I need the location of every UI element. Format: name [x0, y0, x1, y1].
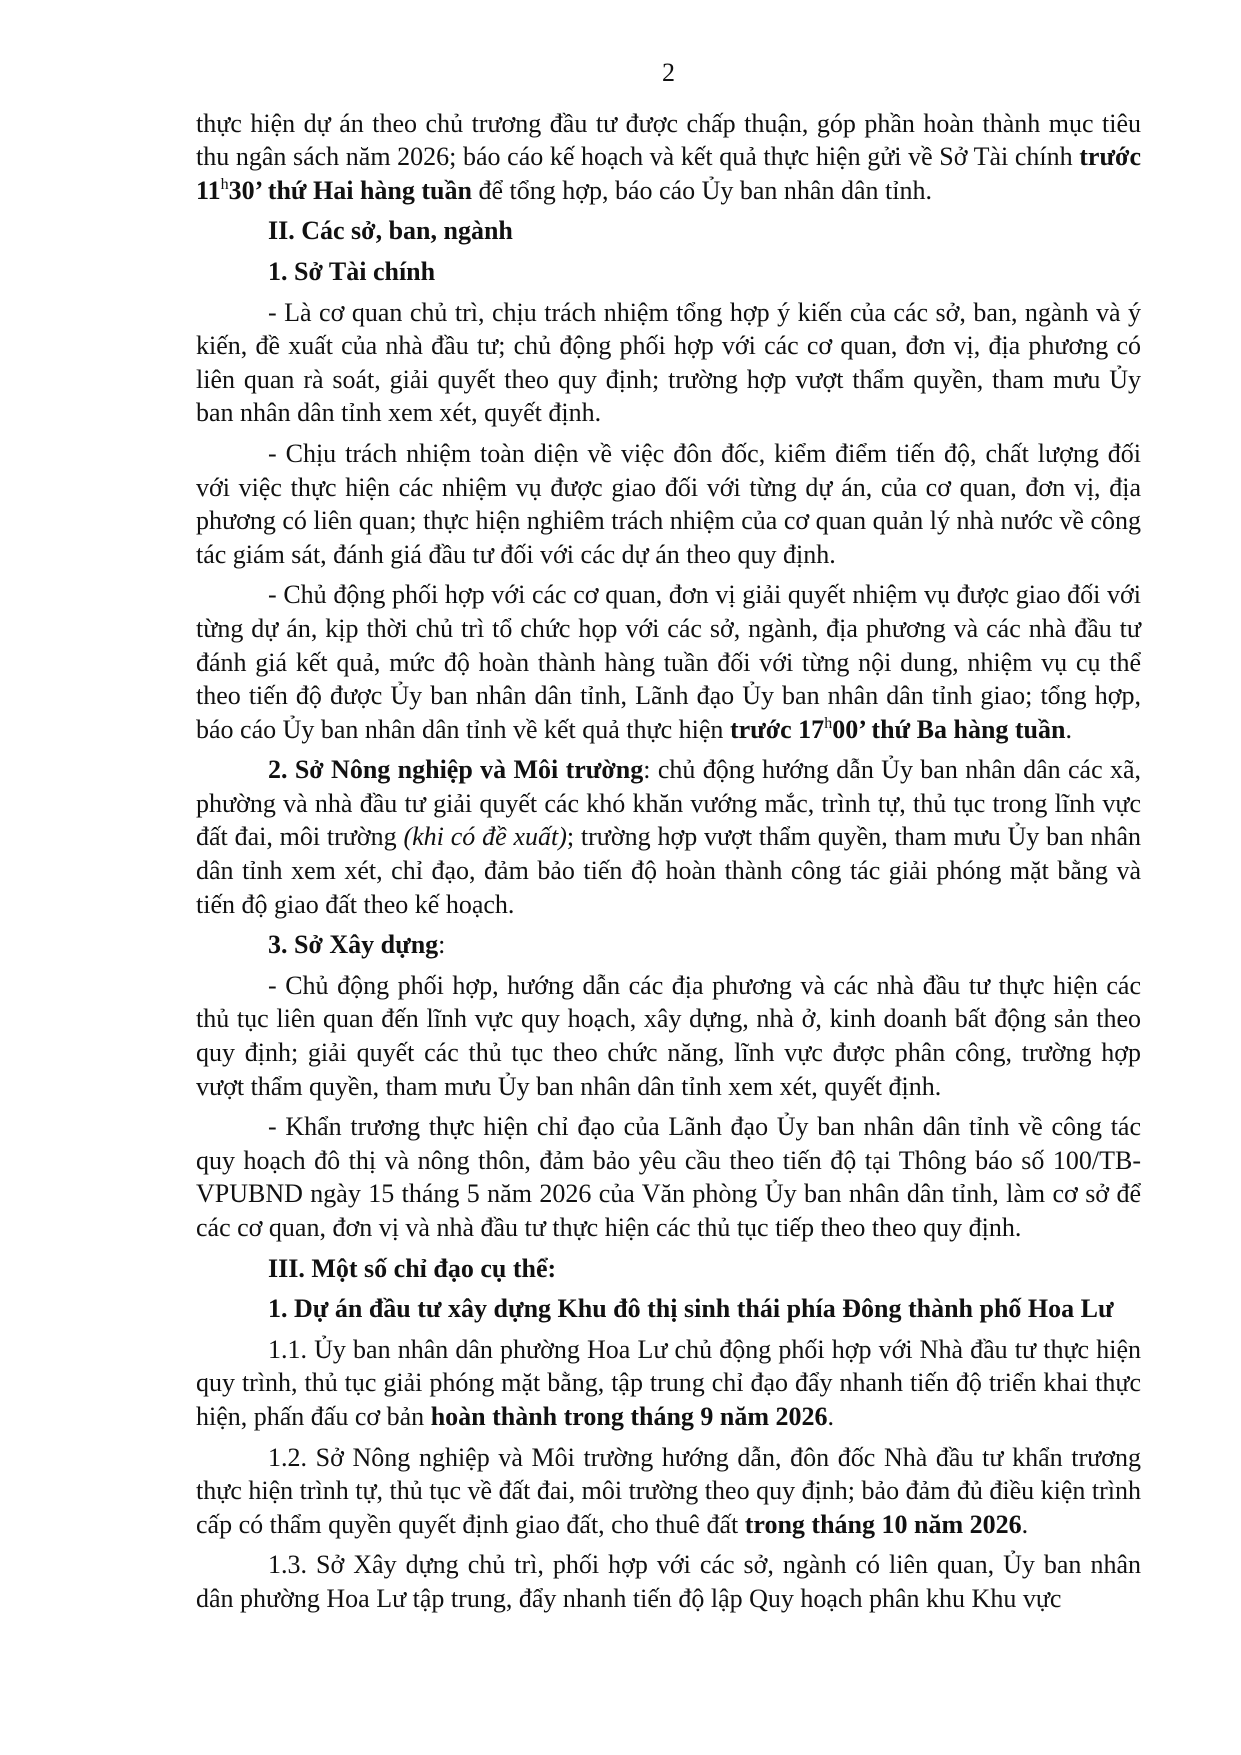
agriculture-dept-paragraph — [196, 753, 1141, 921]
intro-deadline-sup: h — [220, 175, 229, 193]
intro-paragraph — [196, 107, 1141, 208]
item-1-1-text-2: . — [827, 1401, 835, 1431]
intro-deadline-1: trước 11 — [196, 142, 1141, 205]
finance-dept-paragraph-2: - Chịu trách nhiệm toàn diện về việc đôn đốc, kiểm điểm tiến độ, chất lượng đối với việc thực hiện các nhiệm vụ được giao đối với từng dự án, của cơ quan, đơn vị, địa phương có liên quan; thực hiện nghiêm trách nhiệm của cơ quan quản lý nhà nước về công tác giám sát, đánh giá đầu tư đối với các dự án theo quy định. — [196, 438, 1141, 569]
finance-p3-deadline-2: 00’ thứ Ba hàng tuần — [832, 714, 1066, 744]
construction-dept-paragraph-1: - Chủ động phối hợp, hướng dẫn các địa phương và các nhà đầu tư thực hiện các thủ tục liên quan đến lĩnh vực quy hoạch, xây dựng, nhà ở, kinh doanh bất động sản theo quy định; giải quyết các thủ tục theo chức năng, lĩnh vực được phân công, trường hợp vượt thẩm quyền, tham mưu Ủy ban nhân dân tỉnh xem xét, quyết định. — [196, 970, 1141, 1101]
item-1-2-deadline: trong tháng 10 năm 2026 — [744, 1509, 1022, 1539]
intro-text-2: để tổng hợp, báo cáo Ủy ban nhân dân tỉnh. — [471, 175, 932, 205]
agriculture-text-2: ; trường hợp vượt thẩm quyền, tham mưu Ủy ban nhân dân tỉnh xem xét, chỉ đạo, đảm bảo tiến độ hoàn thành công tác giải phóng mặt bằng và tiến độ giao đất theo kế hoạch. — [196, 822, 1142, 919]
finance-p3-deadline-sup: h — [824, 714, 833, 732]
construction-dept-paragraph-2: - Khẩn trương thực hiện chỉ đạo của Lãnh đạo Ủy ban nhân dân tỉnh về công tác quy hoạch đô thị và nông thôn, đảm bảo yêu cầu theo tiến độ tại Thông báo số 100/TB-VPUBND ngày 15 tháng 5 năm 2026 của Văn phòng Ủy ban nhân dân tỉnh, làm cơ sở để các cơ quan, đơn vị và nhà đầu tư thực hiện các thủ tục tiếp theo theo quy định. — [196, 1112, 1141, 1242]
construction-dept-title: 3. Sở Xây dựng — [268, 930, 439, 960]
construction-dept-colon: : — [438, 930, 446, 960]
finance-p3-text-2: . — [1065, 714, 1072, 744]
agriculture-note: (khi có đề xuất) — [403, 822, 567, 852]
item-1-3-paragraph: 1.3. Sở Xây dựng chủ trì, phối hợp với các sở, ngành có liên quan, Ủy ban nhân dân phường Hoa Lư tập trung, đẩy nhanh tiến độ lập Quy hoạch phân khu Khu vực — [196, 1550, 1141, 1613]
item-1-2-paragraph — [196, 1441, 1141, 1542]
item-1-1-deadline: hoàn thành trong tháng 9 năm 2026 — [430, 1401, 828, 1431]
item-1-2-text-1: 1.2. Sở Nông nghiệp và Môi trường hướng dẫn, đôn đốc Nhà đầu tư khẩn trương thực hiện trình tự, thủ tục về đất đai, môi trường theo quy định; bảo đảm đủ điều kiện trình cấp có thẩm quyền quyết định giao đất, cho thuê đất — [196, 1442, 1141, 1539]
section-iii-heading: III. Một số chỉ đạo cụ thể: — [268, 1253, 557, 1283]
agriculture-text-1: : chủ động hướng dẫn Ủy ban nhân dân các xã, phường và nhà đầu tư giải quyết các khó khăn vướng mắc, trình tự, thủ tục trong lĩnh vực đất đai, môi trường — [196, 755, 1141, 852]
subsection-1-heading: 1. Sở Tài chính — [268, 256, 436, 286]
page-number: 2 — [662, 58, 675, 87]
item-1-1-text-1: 1.1. Ủy ban nhân dân phường Hoa Lư chủ động phối hợp với Nhà đầu tư thực hiện quy trình, thủ tục giải phóng mặt bằng, tập trung chỉ đạo đẩy nhanh tiến độ triển khai thực hiện, phấn đấu cơ bản — [196, 1334, 1141, 1431]
item-1-2-text-2: . — [1021, 1509, 1029, 1539]
finance-p3-text-1: - Chủ động phối hợp với các cơ quan, đơn vị giải quyết nhiệm vụ được giao đối với từng dự án, kịp thời chủ trì tổ chức họp với các sở, ngành, địa phương và các nhà đầu tư đánh giá kết quả, mức độ hoàn thành hàng tuần đối với từng nội dung, nhiệm vụ cụ thể theo tiến độ được Ủy ban nhân dân tỉnh, Lãnh đạo Ủy ban nhân dân tỉnh giao; tổng hợp, báo cáo Ủy ban nhân dân tỉnh về kết quả thực hiện — [196, 580, 1141, 744]
section-ii-heading: II. Các sở, ban, ngành — [268, 216, 513, 246]
intro-deadline-2: 30’ thứ Hai hàng tuần — [228, 175, 472, 205]
item-1-1-paragraph — [196, 1333, 1141, 1434]
intro-text-1: thực hiện dự án theo chủ trương đầu tư được chấp thuận, góp phần hoàn thành mục tiêu thu ngân sách năm 2026; báo cáo kế hoạch và kết quả thực hiện gửi về Sở Tài chính — [196, 108, 1141, 172]
finance-p3-deadline-1: trước 17 — [729, 714, 825, 744]
project-1-heading: 1. Dự án đầu tư xây dựng Khu đô thị sinh thái phía Đông thành phố Hoa Lư — [268, 1294, 1114, 1324]
finance-dept-paragraph-3 — [196, 578, 1141, 746]
agriculture-dept-title: 2. Sở Nông nghiệp và Môi trường — [268, 755, 644, 785]
construction-dept-heading — [196, 928, 1141, 962]
finance-dept-paragraph-1: - Là cơ quan chủ trì, chịu trách nhiệm tổng hợp ý kiến của các sở, ban, ngành và ý kiến, đề xuất của nhà đầu tư; chủ động phối hợp với các cơ quan, đơn vị, địa phương có liên quan rà soát, giải quyết theo quy định; trường hợp vượt thẩm quyền, tham mưu Ủy ban nhân dân tỉnh xem xét, quyết định. — [196, 297, 1141, 428]
